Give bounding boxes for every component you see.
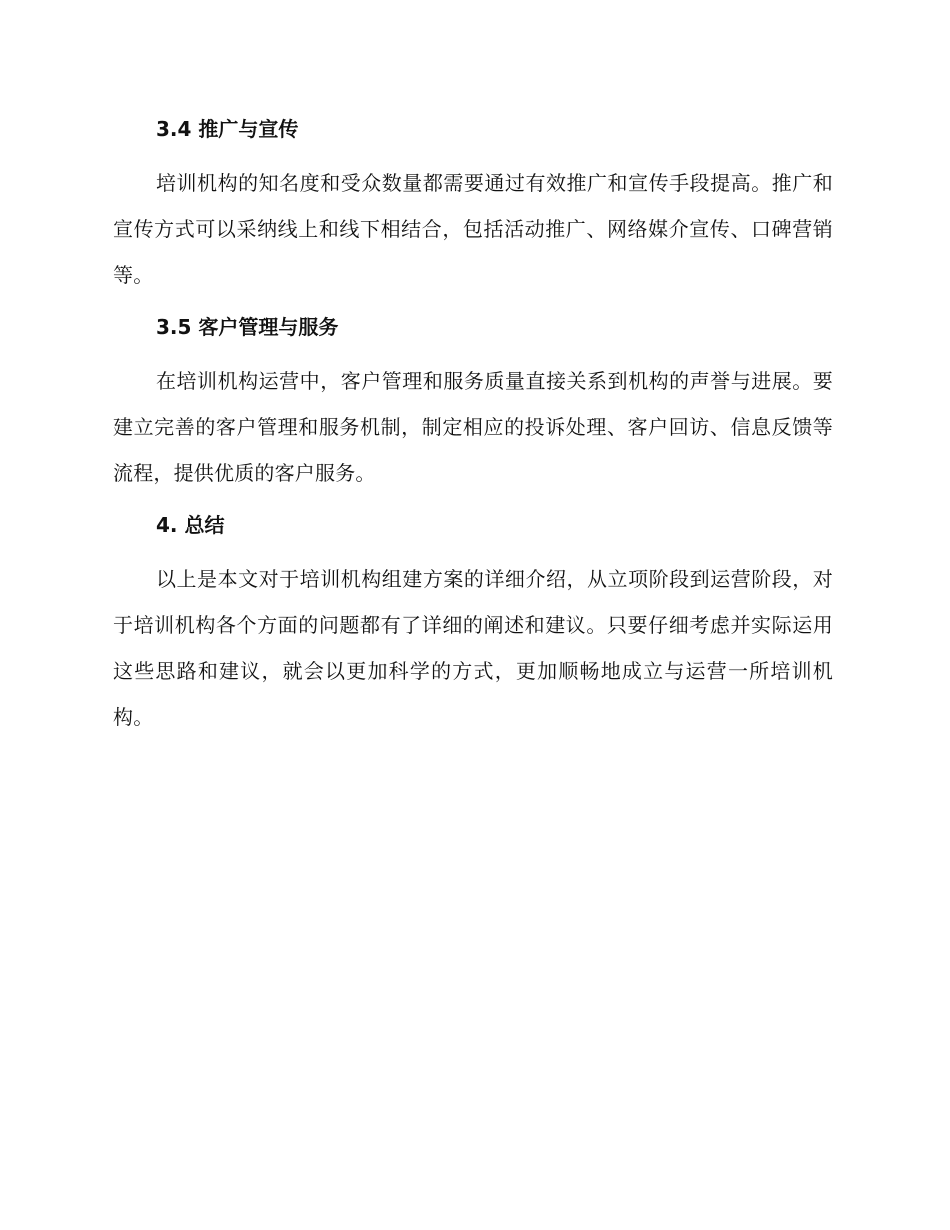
section-paragraph: 培训机构的知名度和受众数量都需要通过有效推广和宣传手段提高。推广和宣传方式可以采纳线上和线下相结合，包括活动推广、网络媒介宣传、口碑营销等。: [113, 171, 833, 287]
section-promotion: [113, 110, 833, 298]
section-summary: [113, 506, 833, 740]
section-customer-service: [113, 308, 833, 496]
section-paragraph: 在培训机构运营中，客户管理和服务质量直接关系到机构的声誉与进展。要建立完善的客户管理和服务机制，制定相应的投诉处理、客户回访、信息反馈等流程，提供优质的客户服务。: [113, 369, 833, 485]
section-heading: 3.5 客户管理与服务: [156, 315, 339, 339]
section-heading: 4. 总结: [156, 513, 225, 537]
section-paragraph: 以上是本文对于培训机构组建方案的详细介绍，从立项阶段到运营阶段，对于培训机构各个方面的问题都有了详细的阐述和建议。只要仔细考虑并实际运用这些思路和建议，就会以更加科学的方式，更加顺畅地成立与运营一所培训机构。: [113, 567, 833, 729]
section-heading: 3.4 推广与宣传: [156, 117, 299, 141]
document-body: [113, 110, 833, 750]
